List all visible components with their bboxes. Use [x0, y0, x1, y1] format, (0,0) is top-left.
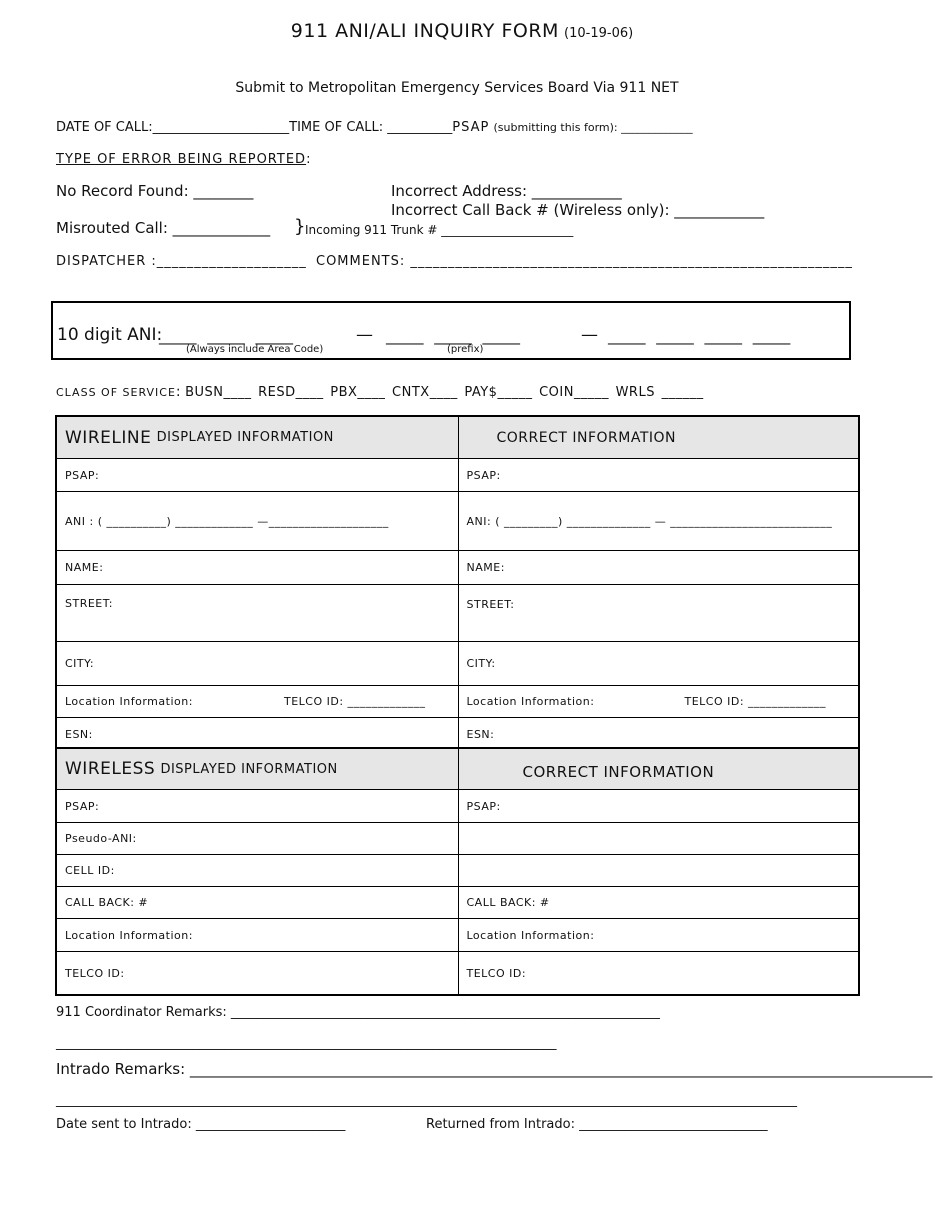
wireline-street-field[interactable]: STREET:	[65, 597, 113, 610]
wireless-correct-location-field[interactable]: Location Information:	[458, 919, 859, 951]
correct-city-field[interactable]: CITY:	[458, 642, 859, 685]
cell-id-field[interactable]: CELL ID:	[65, 864, 115, 877]
wireless-head-big: WIRELESS	[65, 759, 156, 779]
date-of-call-label: DATE OF CALL:_____________________	[56, 120, 290, 135]
wireless-head-small: DISPLAYED INFORMATION	[160, 761, 338, 777]
form-title-block	[0, 20, 924, 42]
wireline-esn-field[interactable]: ESN:	[65, 727, 93, 741]
incorrect-address-field[interactable]: Incorrect Address: ____________	[391, 182, 622, 200]
correct-telco-field[interactable]: TELCO ID: _____________	[684, 695, 827, 708]
correct-call-back-field[interactable]: CALL BACK: #	[458, 887, 859, 918]
wireline-head-big: WIRELINE	[65, 427, 152, 448]
correct-location-field[interactable]: Location Information:	[466, 695, 595, 708]
returned-label: Returned from Intrado	[426, 1117, 571, 1132]
wireless-location-field[interactable]: Location Information:	[65, 928, 193, 942]
date-sent-blank: : _______________________	[187, 1117, 346, 1132]
time-of-call-label: TIME OF CALL: __________	[289, 120, 453, 135]
date-code: (10-19-06)	[564, 26, 634, 41]
dispatcher-field[interactable]: DISPATCHER :____________________	[56, 254, 307, 269]
table-row	[57, 550, 858, 584]
correct-esn-field[interactable]: ESN:	[458, 718, 859, 750]
wireline-displayed-header	[57, 417, 458, 458]
class-of-service: CLASS OF SERVICE: BUSN____ RESD____ PBX____ CNTX____ PAY$_____ COIN_____ WRLS ______	[56, 384, 704, 400]
error-type-heading-text: TYPE OF ERROR BEING REPORTED	[56, 152, 307, 167]
wireless-displayed-header	[57, 749, 458, 789]
pseudo-ani-field[interactable]: Pseudo-ANI:	[65, 832, 137, 845]
no-record-found-field[interactable]: No Record Found: ________	[56, 182, 254, 200]
psap-label: PSAP	[452, 120, 490, 135]
brace: }	[294, 216, 306, 237]
incoming-trunk-field[interactable]: Incoming 911 Trunk # ______________________	[305, 223, 574, 237]
coordinator-remarks-line2[interactable]: _____________________________________________________________________________	[56, 1036, 557, 1051]
wireless-correct-header	[458, 749, 859, 789]
table-row	[57, 685, 858, 717]
ani-prefix-blanks[interactable]: _____ _____ _____	[386, 327, 521, 345]
table-row	[57, 717, 858, 750]
ani-line-blanks[interactable]: _____ _____ _____ _____	[608, 327, 791, 345]
psap-note: (submitting this form): _____________	[493, 121, 693, 134]
ani-dash-2: —	[581, 325, 598, 345]
wireline-correct-header	[458, 417, 859, 458]
date-sent-field[interactable]	[56, 1117, 345, 1132]
wireline-header-row	[57, 417, 858, 458]
class-of-service-label: CLASS OF SERVICE	[56, 386, 176, 399]
call-back-field[interactable]: CALL BACK: #	[65, 896, 149, 909]
wireline-city-field[interactable]: CITY:	[65, 657, 95, 670]
intrado-remarks-field[interactable]: Intrado Remarks: ___________________________________________________________________________________________________	[56, 1060, 933, 1078]
wireless-telco-field[interactable]: TELCO ID:	[65, 966, 125, 980]
correct-psap-field[interactable]: PSAP:	[458, 459, 859, 491]
wireless-correct-psap-field[interactable]: PSAP:	[458, 790, 859, 822]
ani-label: 10 digit ANI:	[57, 325, 163, 345]
table-row	[57, 789, 858, 822]
error-type-colon: :	[306, 152, 312, 167]
table-row	[57, 491, 858, 550]
ani-dash-1: —	[356, 325, 373, 345]
table-row	[57, 918, 858, 951]
area-code-note: (Always include Area Code)	[186, 344, 324, 355]
incorrect-callback-field[interactable]: Incorrect Call Back # (Wireless only): ____________	[391, 201, 765, 219]
correct-street-field[interactable]: STREET:	[458, 585, 859, 641]
wireline-correct-head-text: CORRECT INFORMATION	[496, 429, 677, 446]
correct-ani-field[interactable]: ANI: ( _________) ______________ — ___________________________	[458, 492, 859, 550]
subtitle: Submit to Metropolitan Emergency Services Board Via 911 NET	[235, 80, 679, 96]
table-row	[57, 641, 858, 685]
wireline-location-cell	[57, 686, 458, 717]
wireline-name-field[interactable]: NAME:	[65, 561, 104, 574]
table-row	[57, 458, 858, 491]
table-row	[57, 886, 858, 918]
correct-cell-id-field[interactable]	[458, 855, 859, 886]
coordinator-remarks-field[interactable]: 911 Coordinator Remarks: __________________________________________________________________	[56, 1005, 660, 1020]
ani-box	[51, 301, 851, 360]
wireline-ani-field[interactable]: ANI : ( __________) _____________ —____________________	[65, 514, 389, 528]
prefix-note: (prefix)	[447, 344, 484, 355]
date-sent-label: Date sent to Intrado	[56, 1117, 188, 1132]
returned-blank: : _____________________________	[570, 1117, 768, 1132]
comments-field[interactable]: COMMENTS: ___________________________________________________________	[316, 254, 853, 269]
class-of-service-items[interactable]: BUSN____ RESD____ PBX____ CNTX____ PAY$_____ COIN_____ WRLS ______	[185, 385, 704, 400]
correct-name-field[interactable]: NAME:	[458, 551, 859, 584]
wireless-psap-field[interactable]: PSAP:	[65, 799, 100, 813]
wireline-telco-field[interactable]: TELCO ID: _____________	[284, 695, 426, 708]
wireless-correct-telco-field[interactable]: TELCO ID:	[458, 952, 859, 994]
wireline-table	[55, 415, 860, 752]
wireless-header-row	[57, 749, 858, 789]
wireline-head-small: DISPLAYED INFORMATION	[156, 430, 334, 445]
table-row	[57, 822, 858, 854]
wireless-correct-head-text: CORRECT INFORMATION	[522, 763, 715, 781]
page-title: 911 ANI/ALI INQUIRY FORM	[290, 20, 559, 42]
table-row	[57, 584, 858, 641]
correct-pseudo-ani-field[interactable]	[458, 823, 859, 854]
wireline-location-field[interactable]: Location Information:	[65, 695, 193, 708]
date-of-call-field[interactable]	[56, 120, 693, 135]
returned-from-field[interactable]	[426, 1117, 768, 1132]
intrado-remarks-line2[interactable]: __________________________________________________________________________________________________________________	[56, 1093, 797, 1108]
wireless-table	[55, 747, 860, 996]
correct-location-cell	[458, 686, 859, 717]
wireline-psap-field[interactable]: PSAP:	[65, 468, 100, 482]
error-type-heading	[56, 152, 311, 167]
table-row	[57, 854, 858, 886]
misrouted-call-field[interactable]: Misrouted Call: _____________	[56, 219, 271, 237]
ani-area-code-blanks[interactable]: _____ _____ _____	[159, 327, 294, 345]
table-row	[57, 951, 858, 994]
